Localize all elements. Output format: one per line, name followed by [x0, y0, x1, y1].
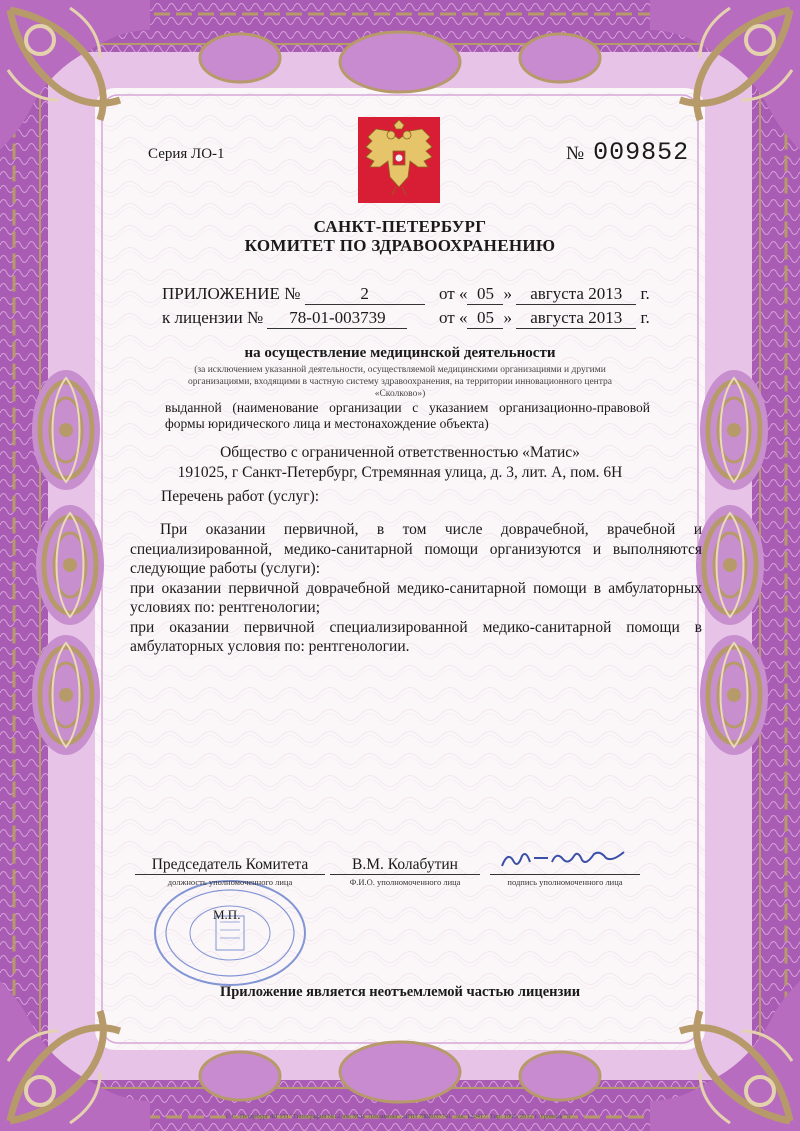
issued-to-caption: выданной (наименование организации с указанием организационно-правовой формы юридического лица и местонахождение объекта) — [165, 400, 650, 431]
annex-value: 2 — [305, 284, 425, 305]
series-label: Серия ЛО-1 — [148, 146, 225, 162]
annex-date-open-quote: « — [458, 284, 468, 303]
license-date-row — [439, 308, 650, 329]
works-item: при оказании первичной доврачебной медико-санитарной помощи в амбулаторных условиях по: рентгенологии; — [130, 579, 702, 616]
annex-month-year: августа 2013 — [516, 284, 636, 305]
license-month-year: августа 2013 — [516, 308, 636, 329]
signature-caption: подпись уполномоченного лица — [507, 877, 623, 887]
issuer-city: САНКТ-ПЕТЕРБУРГ — [313, 217, 487, 236]
annex-day: 05 — [467, 284, 503, 305]
annex-date-row — [439, 284, 650, 305]
works-heading: Перечень работ (услуг): — [161, 488, 320, 505]
printer-imprint: © С.-Петербург ФГУП "Типография №12 им. М.И. Лоханкова". ИНН 7808037741. Зак. 120417. Тир. 1000. 2012 г. Уровень "Б". — [225, 1113, 575, 1120]
license-value: 78-01-003739 — [267, 308, 407, 329]
number-value: 009852 — [593, 138, 690, 167]
works-list — [130, 520, 702, 657]
license-year-suffix: г. — [640, 308, 650, 327]
annex-year-suffix: г. — [640, 284, 650, 303]
footer-note: Приложение является неотъемлемой частью лицензии — [219, 984, 581, 1000]
license-day: 05 — [467, 308, 503, 329]
official-stamp-icon — [150, 878, 310, 988]
works-intro: При оказании первичной, в том числе доврачебной, врачебной и специализированной, медико-санитарной помощи организуются и выполняются следующие работы (услуги): — [130, 521, 702, 577]
name-caption: Ф.И.О. уполномоченного лица — [349, 877, 461, 887]
annex-date-from: от — [439, 284, 455, 303]
organization-name: Общество с ограниченной ответственностью «Матис» — [220, 444, 580, 461]
activity-exclusion: (за исключением указанной деятельности, осуществляемой медицинскими организациями и другими организациями, входящими в частную систему здравоохранения, на территории инновационного центра «Сколково») — [188, 365, 612, 399]
annex-date-close-quote: » — [503, 284, 512, 303]
organization-address: 191025, г Санкт-Петербург, Стремянная улица, д. 3, лит. А, пом. 6Н — [177, 464, 623, 481]
signatory-position: Председатель Комитета — [135, 856, 325, 875]
handwritten-signature-icon — [490, 848, 640, 870]
stamp-place-label: М.П. — [213, 907, 241, 922]
activity-title: на осуществление медицинской деятельности — [244, 345, 556, 361]
number-sign: № — [566, 143, 586, 164]
document-number — [566, 138, 689, 167]
license-date-from: от — [439, 308, 455, 327]
issuer-committee: КОМИТЕТ ПО ЗДРАВООХРАНЕНИЮ — [244, 236, 556, 255]
annex-label: ПРИЛОЖЕНИЕ № — [162, 284, 301, 303]
coat-of-arms-icon — [358, 117, 440, 203]
signature-field — [490, 856, 640, 875]
license-date-open-quote: « — [458, 308, 468, 327]
license-number-row — [162, 308, 407, 329]
signatory-name: В.М. Колабутин — [330, 856, 480, 875]
works-item: при оказании первичной специализированной медико-санитарной помощи в амбулаторных условия по: рентгенологии. — [130, 618, 702, 655]
annex-number-row — [162, 284, 425, 305]
license-label: к лицензии № — [162, 308, 264, 327]
position-caption: должность уполномоченного лица — [167, 877, 293, 887]
license-date-close-quote: » — [503, 308, 512, 327]
